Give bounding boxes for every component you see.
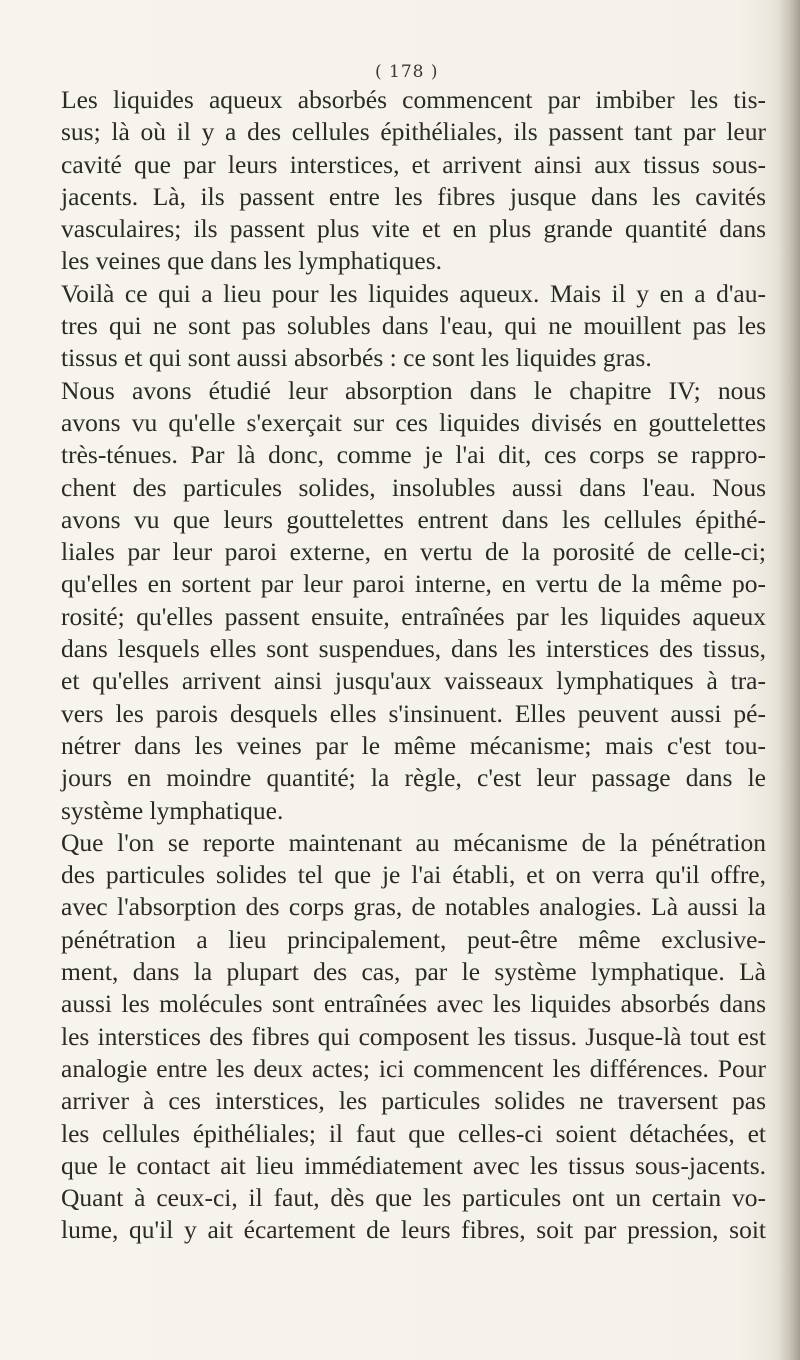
text-line: Les liquides aqueux absorbés commencent par imbiber les tis- (61, 85, 766, 114)
text-line: les cellules épithéliales; il faut que celles-ci soient détachées, et (61, 1118, 766, 1148)
text-line: pénétration a lieu principalement, peut-être même exclusive- (61, 924, 766, 954)
text-line: avons vu que leurs gouttelettes entrent dans les cellules épithé- (61, 504, 766, 534)
paragraph-2 (61, 278, 766, 375)
text-line: système lymphatique. (61, 795, 284, 825)
paragraph-3 (61, 375, 766, 827)
text-line: nétrer dans les veines par le même mécanisme; mais c'est tou- (61, 730, 766, 760)
page-number: ( 178 ) (375, 62, 439, 82)
text-line: analogie entre les deux actes; ici commencent les différences. Pour (61, 1053, 766, 1083)
text-line: que le contact ait lieu immédiatement avec les tissus sous-jacents. (61, 1150, 766, 1180)
text-line: jours en moindre quantité; la règle, c'est leur passage dans le (61, 763, 766, 793)
text-line: vers les parois desquels elles s'insinuent. Elles peuvent aussi pé- (61, 698, 766, 728)
page-edge-shadow (778, 0, 800, 1360)
text-line: des particules solides tel que je l'ai établi, et on verra qu'il offre, (61, 860, 766, 890)
text-line: jacents. Là, ils passent entre les fibres jusque dans les cavités (61, 181, 766, 211)
text-line: très-ténues. Par là donc, comme je l'ai dit, ces corps se rappro- (61, 440, 766, 470)
text-line: Que l'on se reporte maintenant au mécanisme de la pénétration (61, 827, 766, 857)
text-line: arriver à ces interstices, les particules solides ne traversent pas (61, 1086, 766, 1116)
text-line: Quant à ceux-ci, il faut, dès que les particules ont un certain vo- (61, 1183, 766, 1213)
paragraph-4 (61, 827, 766, 1247)
text-line: sus; là où il y a des cellules épithéliales, ils passent tant par leur (61, 117, 766, 147)
text-line: qu'elles en sortent par leur paroi interne, en vertu de la même po- (61, 569, 766, 599)
paragraph-1 (61, 84, 766, 278)
text-line: les veines que dans les lymphatiques. (61, 246, 443, 276)
text-line: Voilà ce qui a lieu pour les liquides aqueux. Mais il y en a d'au- (61, 278, 766, 308)
text-line: cavité que par leurs interstices, et arrivent ainsi aux tissus sous- (61, 149, 766, 179)
text-line: tissus et qui sont aussi absorbés : ce sont les liquides gras. (61, 343, 652, 373)
text-line: dans lesquels elles sont suspendues, dans les interstices des tissus, (61, 634, 766, 664)
text-line: liales par leur paroi externe, en vertu de la porosité de celle-ci; (61, 537, 766, 567)
text-line: et qu'elles arrivent ainsi jusqu'aux vaisseaux lymphatiques à tra- (61, 666, 766, 696)
text-line: lume, qu'il y ait écartement de leurs fibres, soit par pression, soit (61, 1215, 766, 1245)
text-line: vasculaires; ils passent plus vite et en plus grande quantité dans (61, 214, 766, 244)
text-line: chent des particules solides, insolubles aussi dans l'eau. Nous (61, 472, 766, 502)
body-text (61, 84, 766, 1247)
text-line: les interstices des fibres qui composent les tissus. Jusque-là tout est (61, 1021, 766, 1051)
text-line: aussi les molécules sont entraînées avec les liquides absorbés dans (61, 989, 766, 1019)
text-line: ment, dans la plupart des cas, par le système lymphatique. Là (61, 957, 766, 987)
text-line: rosité; qu'elles passent ensuite, entraînées par les liquides aqueux (61, 601, 766, 631)
text-line: avons vu qu'elle s'exerçait sur ces liquides divisés en gouttelettes (61, 407, 766, 437)
text-line: tres qui ne sont pas solubles dans l'eau, qui ne mouillent pas les (61, 311, 766, 341)
text-line: avec l'absorption des corps gras, de notables analogies. Là aussi la (61, 892, 766, 922)
text-line: Nous avons étudié leur absorption dans le chapitre IV; nous (61, 375, 766, 405)
